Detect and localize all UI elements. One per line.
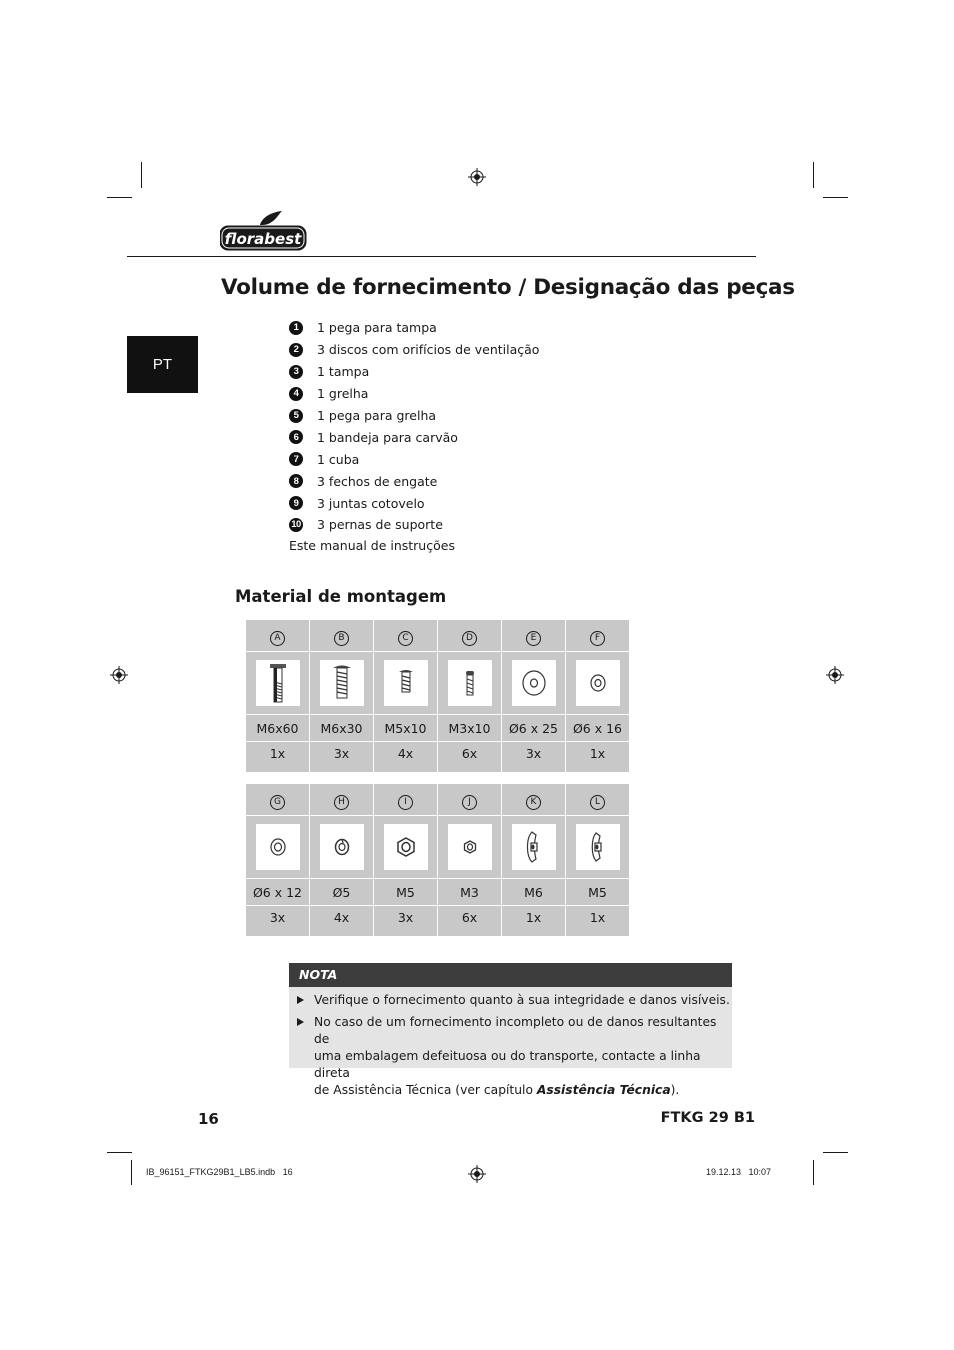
model-number: FTKG 29 B1 [660, 1110, 755, 1126]
list-item [289, 448, 539, 470]
part-number-badge: 9 [289, 496, 303, 510]
assembly-title: Material de montagem [235, 587, 447, 606]
list-item [289, 405, 539, 427]
note-chapter-ref: Assistência Técnica [536, 1083, 671, 1097]
note-text-line: uma embalagem defeituosa ou do transporte, contacte a linha direta [314, 1049, 701, 1080]
item-letter: D [462, 631, 477, 646]
short-screw-icon [384, 660, 428, 706]
part-label: 1 grelha [317, 386, 369, 402]
list-item [289, 361, 539, 383]
item-quantity: 4x [374, 742, 438, 773]
item-letter: B [334, 631, 349, 646]
part-number-badge: 2 [289, 343, 303, 357]
page-number: 16 [198, 1110, 219, 1128]
part-number-badge: 3 [289, 365, 303, 379]
crop-mark [131, 1160, 132, 1185]
item-size: M6 [502, 879, 566, 906]
item-size: Ø6 x 16 [566, 715, 630, 742]
registration-mark-icon [110, 666, 128, 684]
part-label: 3 pernas de suporte [317, 517, 443, 533]
item-letter: K [526, 795, 541, 810]
crop-mark [813, 162, 814, 188]
part-number-badge: 5 [289, 409, 303, 423]
list-item [289, 426, 539, 448]
item-size: M6x60 [246, 715, 310, 742]
wing-nut-icon [576, 824, 620, 870]
long-screw-icon [256, 660, 300, 706]
arrow-right-icon [297, 1018, 304, 1026]
crop-mark [141, 162, 142, 188]
part-number-badge: 4 [289, 387, 303, 401]
list-item [289, 317, 539, 339]
part-label: 1 pega para tampa [317, 320, 437, 336]
part-label: 1 bandeja para carvão [317, 429, 458, 445]
item-letter: E [526, 631, 541, 646]
note-text-line: ). [670, 1083, 680, 1097]
item-size: Ø6 x 25 [502, 715, 566, 742]
registration-mark-icon [826, 666, 844, 684]
print-slug-file: IB_96151_FTKG29B1_LB5.indb 16 [146, 1167, 293, 1177]
item-quantity: 3x [246, 906, 310, 937]
item-letter: C [398, 631, 413, 646]
logo-text: florabest [224, 230, 302, 248]
list-item [289, 514, 539, 536]
item-letter: A [270, 631, 285, 646]
page-title: Volume de fornecimento / Designação das peças [221, 275, 795, 300]
washer-icon [256, 824, 300, 870]
large-washer-icon [512, 660, 556, 706]
note-text-line: No caso de um fornecimento incompleto ou de danos resultantes de [314, 1015, 717, 1046]
crop-mark [813, 1160, 814, 1185]
list-item [289, 470, 539, 492]
item-letter: H [334, 795, 349, 810]
part-label: 1 cuba [317, 451, 360, 467]
item-quantity: 4x [310, 906, 374, 937]
item-size: M5 [566, 879, 630, 906]
note-item [289, 1014, 732, 1099]
part-number-badge: 8 [289, 474, 303, 488]
item-letter: L [590, 795, 605, 810]
item-size: M3x10 [438, 715, 502, 742]
screw-icon [320, 660, 364, 706]
note-box [289, 963, 732, 1097]
registration-mark-icon [468, 1165, 486, 1183]
crop-mark [823, 197, 848, 198]
language-tab: PT [127, 336, 198, 393]
item-quantity: 1x [566, 906, 630, 937]
print-slug-datetime: 19.12.13 10:07 [706, 1167, 772, 1177]
washer-icon [576, 660, 620, 706]
item-quantity: 1x [246, 742, 310, 773]
part-number-badge: 10 [289, 518, 303, 532]
florabest-logo [220, 211, 308, 253]
wing-nut-icon [512, 824, 556, 870]
arrow-right-icon [297, 996, 304, 1004]
crop-mark [823, 1152, 848, 1153]
small-hex-nut-icon [448, 824, 492, 870]
list-item [289, 383, 539, 405]
part-label: 3 fechos de engate [317, 473, 438, 489]
header-rule [127, 256, 756, 257]
hardware-table-2 [245, 783, 630, 937]
note-item [289, 992, 732, 1009]
item-letter: J [462, 795, 477, 810]
item-quantity: 3x [374, 906, 438, 937]
manual-note: Este manual de instruções [289, 538, 455, 553]
item-quantity: 6x [438, 742, 502, 773]
list-item [289, 492, 539, 514]
item-quantity: 3x [502, 742, 566, 773]
lock-washer-icon [320, 824, 364, 870]
part-number-badge: 7 [289, 452, 303, 466]
part-label: 1 pega para grelha [317, 408, 437, 423]
small-screw-icon [448, 660, 492, 706]
item-size: Ø6 x 12 [246, 879, 310, 906]
item-letter: G [270, 795, 285, 810]
item-letter: F [590, 631, 605, 646]
note-text: Verifique o fornecimento quanto à sua integridade e danos visíveis. [314, 993, 730, 1007]
item-size: Ø5 [310, 879, 374, 906]
registration-mark-icon [468, 168, 486, 186]
note-heading: NOTA [289, 963, 732, 987]
item-quantity: 3x [310, 742, 374, 773]
note-text-line: de Assistência Técnica (ver capítulo [314, 1083, 537, 1097]
hex-nut-icon [384, 824, 428, 870]
item-size: M5x10 [374, 715, 438, 742]
part-number-badge: 1 [289, 321, 303, 335]
parts-list [289, 317, 539, 536]
item-size: M5 [374, 879, 438, 906]
part-label: 1 tampa [317, 364, 370, 380]
part-label: 3 juntas cotovelo [317, 495, 425, 511]
item-quantity: 1x [502, 906, 566, 937]
item-size: M3 [438, 879, 502, 906]
part-label: 3 discos com orifícios de ventilação [317, 342, 540, 358]
part-number-badge: 6 [289, 430, 303, 444]
item-quantity: 1x [566, 742, 630, 773]
hardware-table-1 [245, 619, 630, 773]
item-size: M6x30 [310, 715, 374, 742]
crop-mark [107, 197, 132, 198]
list-item [289, 339, 539, 361]
item-quantity: 6x [438, 906, 502, 937]
crop-mark [107, 1152, 132, 1153]
item-letter: I [398, 795, 413, 810]
